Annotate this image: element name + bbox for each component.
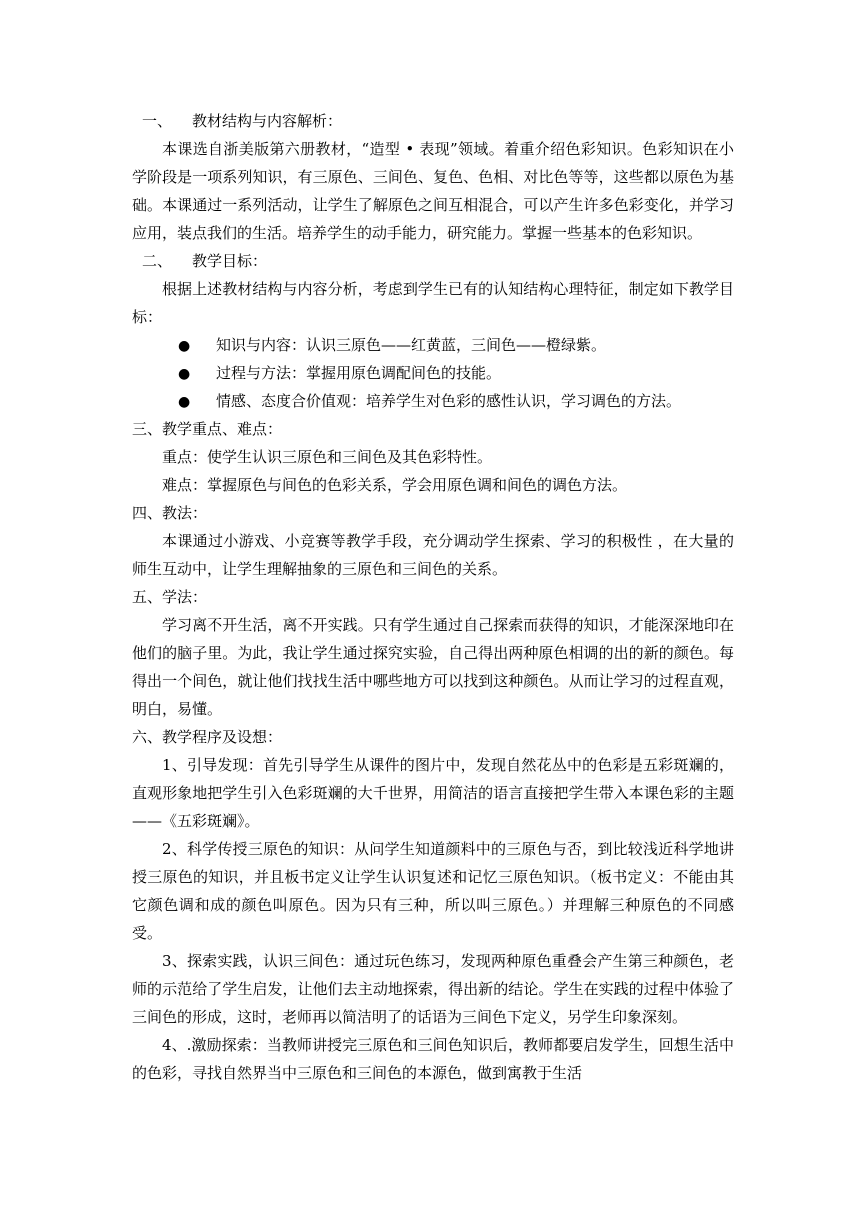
bullet-text: 知识与内容：认识三原色——红黄蓝，三间色——橙绿紫。 (216, 336, 607, 354)
procedure-step-1: 1、引导发现：首先引导学生从课件的图片中，发现自然花丛中的色彩是五彩斑斓的，直观形象地把学生引入色彩斑斓的大千世界，用简洁的语言直接把学生带入本课色彩的主题——《五彩斑斓》。 (132, 756, 734, 830)
section-heading-5: 五、学法： (132, 588, 208, 606)
bullet-dot-icon: ● (178, 338, 191, 354)
procedure-step-3: 3、探索实践，认识三间色：通过玩色练习，发现两种原色重叠会产生第三种颜色，老师的示范给了学生启发，让他们去主动地探索，得出新的结论。学生在实践的过程中体验了三间色的形成，这时，老师再以简洁明了的话语为三间色下定义，另学生印象深刻。 (132, 952, 734, 1026)
section-number-2: 二、 (142, 252, 173, 270)
bullet-item (132, 331, 734, 359)
bullet-item (132, 359, 734, 387)
bullet-item (132, 387, 734, 415)
key-point: 重点：使学生认识三原色和三间色及其色彩特性。 (162, 448, 493, 466)
section-title-2: 教学目标： (192, 252, 268, 270)
bullet-text: 情感、态度合价值观：培养学生对色彩的感性认识，学习调色的方法。 (216, 392, 682, 410)
section-heading-6: 六、教学程序及设想： (132, 728, 283, 746)
procedure-step-2: 2、科学传授三原色的知识：从问学生知道颜料中的三原色与否，到比较浅近科学地讲授三原色的知识，并且板书定义让学生认识复述和记忆三原色知识。（板书定义：不能由其它颜色调和成的颜色叫原色。因为只有三种，所以叫三原色。）并理解三种原色的不同感受。 (132, 840, 734, 942)
section-paragraph-5: 学习离不开生活，离不开实践。只有学生通过自己探索而获得的知识，才能深深地印在他们的脑子里。为此，我让学生通过探究实验，自己得出两种原色相调的出的新的颜色。每得出一个间色，就让他们找找生活中哪些地方可以找到这种颜色。从而让学习的过程直观，明白，易懂。 (132, 616, 734, 718)
procedure-step-4: 4、.激励探索：当教师讲授完三原色和三间色知识后，教师都要启发学生，回想生活中的色彩，寻找自然界当中三原色和三间色的本源色，做到寓教于生活 (132, 1036, 734, 1082)
difficult-point: 难点：掌握原色与间色的色彩关系，学会用原色调和间色的调色方法。 (162, 476, 628, 494)
bullet-dot-icon: ● (178, 394, 191, 410)
section-paragraph-1: 本课选自浙美版第六册教材，“造型 • 表现”领域。着重介绍色彩知识。色彩知识在小学阶段是一项系列知识，有三原色、三间色、复色、色相、对比色等等，这些都以原色为基础。本课通过一系列活动，让学生了解原色之间互相混合，可以产生许多色彩变化，并学习应用，装点我们的生活。培养学生的动手能力，研究能力。掌握一些基本的色彩知识。 (132, 140, 734, 242)
document-body (132, 107, 734, 1087)
bullet-dot-icon: ● (178, 366, 191, 382)
section-heading-4: 四、教法： (132, 504, 208, 522)
section-heading-1 (132, 107, 734, 135)
bullet-text: 过程与方法：掌握用原色调配间色的技能。 (216, 364, 502, 382)
section-number-1: 一、 (142, 112, 173, 130)
section-title-1: 教材结构与内容解析： (192, 112, 343, 130)
section-heading-2 (132, 247, 734, 275)
section-paragraph-4: 本课通过小游戏、小竞赛等教学手段，充分调动学生探索、学习的积极性 ，在大量的师生互动中，让学生理解抽象的三原色和三间色的关系。 (132, 532, 734, 578)
section-paragraph-2: 根据上述教材结构与内容分析，考虑到学生已有的认知结构心理特征，制定如下教学目标： (132, 280, 734, 326)
section-heading-3: 三、教学重点、难点： (132, 420, 283, 438)
